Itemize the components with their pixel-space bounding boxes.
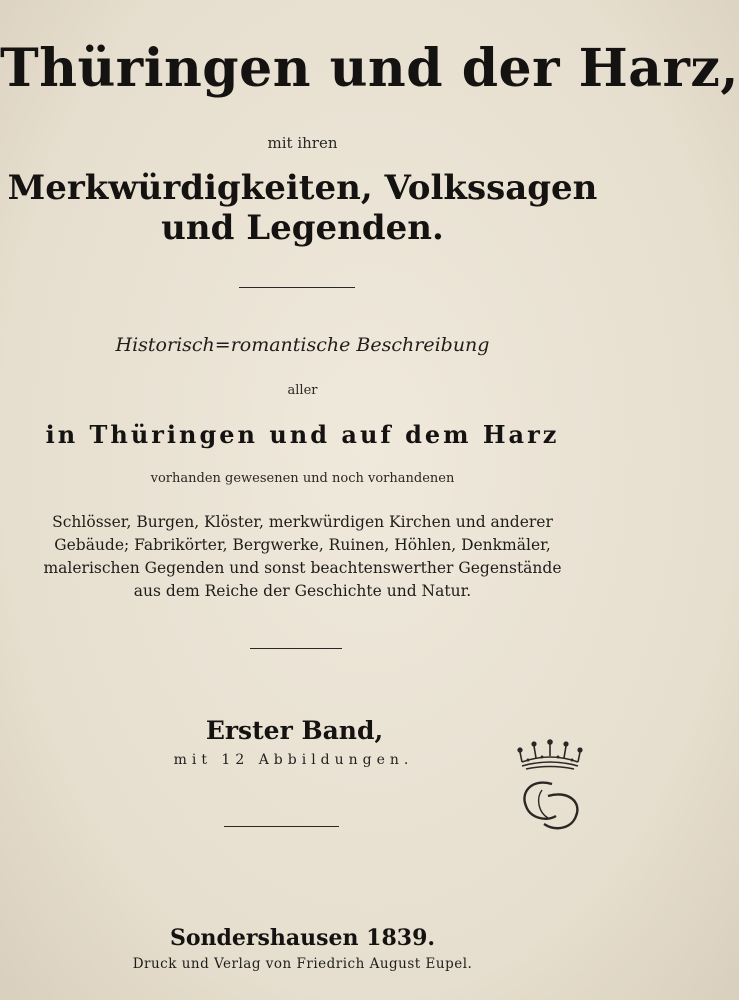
volume-label: Erster Band, xyxy=(205,716,384,745)
body-line-3: malerischen Gegenden und sonst beachtenswerther Gegenstände xyxy=(43,559,562,577)
description-heading: Historisch=romantische Beschreibung xyxy=(115,334,490,356)
body-line-2: Gebäude; Fabrikörter, Bergwerke, Ruinen, Höhlen, Denkmäler, xyxy=(54,536,551,554)
body-line-1: Schlösser, Burgen, Klöster, merkwürdigen Kirchen und anderer xyxy=(52,513,553,531)
crowned-monogram-stamp-icon xyxy=(512,738,588,836)
place-and-year: Sondershausen 1839. xyxy=(169,925,436,951)
book-title: Thüringen und der Harz, xyxy=(0,38,739,99)
subtitle-line-2: und Legenden. xyxy=(161,208,444,248)
aller-text: aller xyxy=(287,383,318,398)
divider-rule-2 xyxy=(250,648,342,649)
divider-rule-1 xyxy=(239,287,355,288)
printer-line: Druck und Verlag von Friedrich August Eupel. xyxy=(132,956,473,972)
body-line-4: aus dem Reiche der Geschichte und Natur. xyxy=(133,582,472,600)
subtitle-line-1: Merkwürdigkeiten, Volkssagen xyxy=(7,168,598,208)
illustrations-note: mit 12 Abbildungen. xyxy=(173,752,414,768)
subtitle-connector: mit ihren xyxy=(267,134,338,152)
regions-heading: in Thüringen und auf dem Harz xyxy=(45,420,560,449)
divider-rule-3 xyxy=(224,826,339,827)
existing-text: vorhanden gewesenen und noch vorhandenen xyxy=(150,471,455,486)
